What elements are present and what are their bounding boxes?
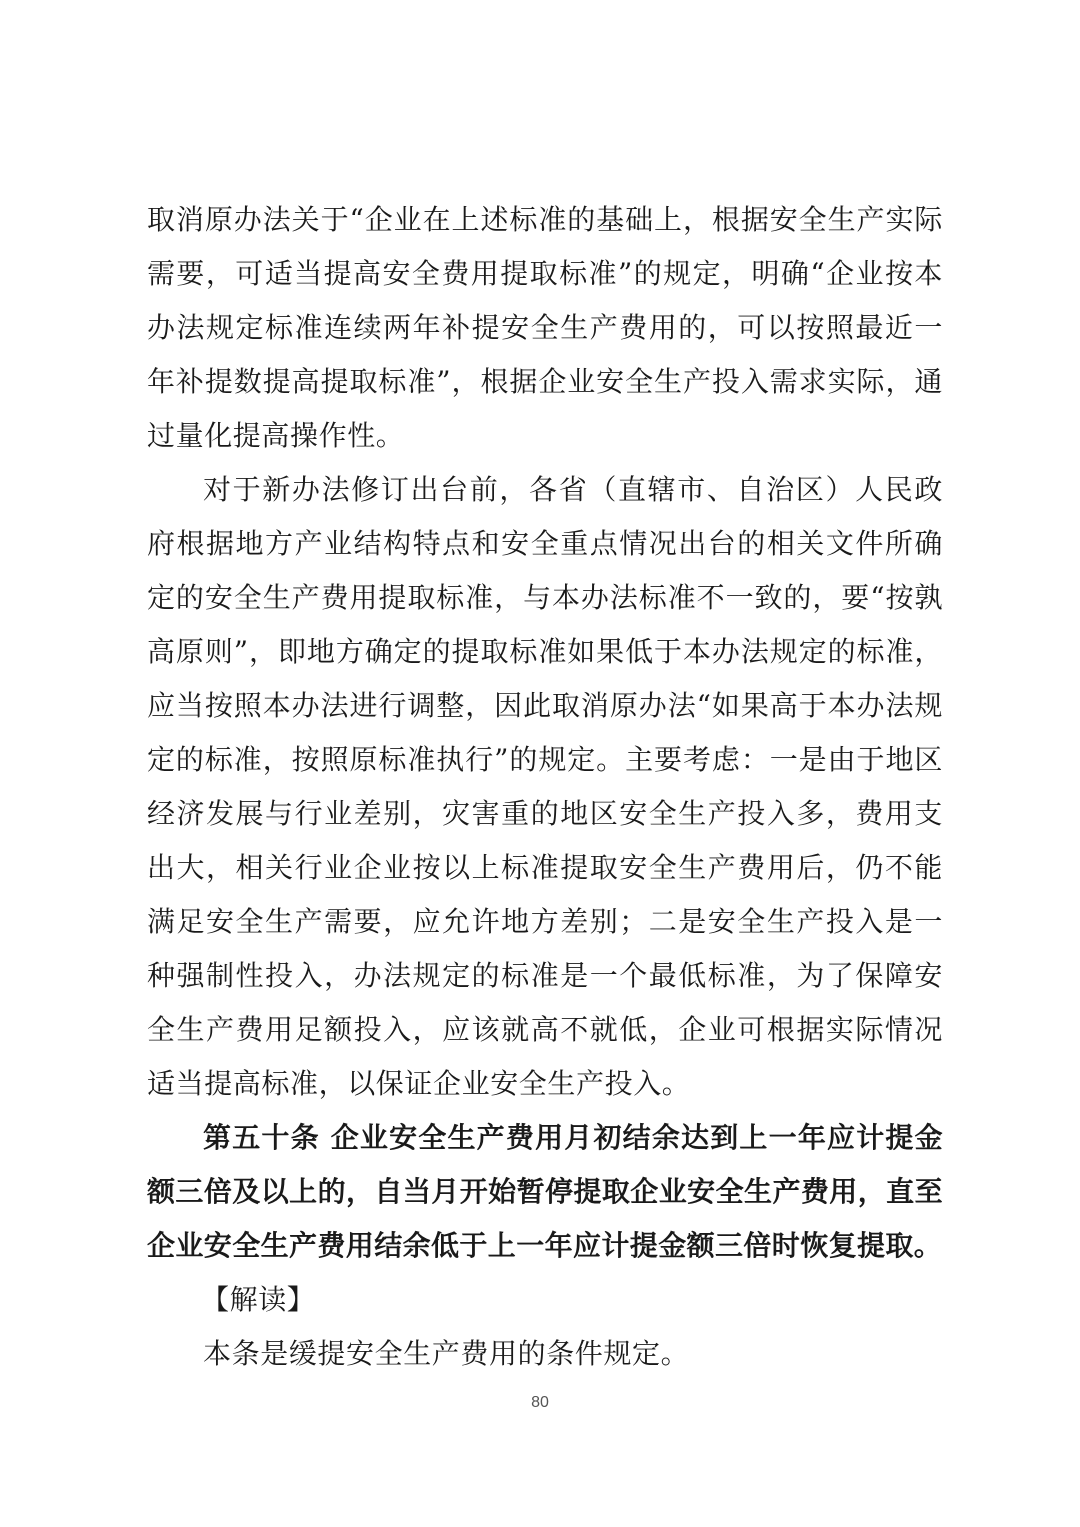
paragraph-cancel-original-rule: 取消原办法关于“企业在上述标准的基础上，根据安全生产实际需要，可适当提高安全费用提取标准”的规定，明确“企业按本办法规定标准连续两年补提安全生产费用的，可以按照最近一年补提数提高提取标准”，根据企业安全生产投入需求实际，通过量化提高操作性。 — [147, 203, 943, 452]
document-page — [147, 193, 943, 1381]
paragraph-provincial-standards: 对于新办法修订出台前，各省（直辖市、自治区）人民政府根据地方产业结构特点和安全重点情况出台的相关文件所确定的安全生产费用提取标准，与本办法标准不一致的，要“按孰高原则”，即地方确定的提取标准如果低于本办法规定的标准，应当按照本办法进行调整，因此取消原办法“如果高于本办法规定的标准，按照原标准执行”的规定。主要考虑：一是由于地区经济发展与行业差别，灾害重的地区安全生产投入多，费用支出大，相关行业企业按以上标准提取安全生产费用后，仍不能满足安全生产需要，应允许地方差别；二是安全生产投入是一种强制性投入，办法规定的标准是一个最低标准，为了保障安全生产费用足额投入，应该就高不就低，企业可根据实际情况适当提高标准，以保证企业安全生产投入。 — [147, 473, 943, 1100]
paragraph-interpretation: 本条是缓提安全生产费用的条件规定。 — [203, 1337, 690, 1370]
page-number: 80 — [531, 1394, 549, 1411]
interpretation-label: 【解读】 — [201, 1283, 316, 1316]
article-fifty-heading: 第五十条 企业安全生产费用月初结余达到上一年应计提金额三倍及以上的，自当月开始暂停提取企业安全生产费用，直至企业安全生产费用结余低于上一年应计提金额三倍时恢复提取。 — [147, 1121, 943, 1262]
